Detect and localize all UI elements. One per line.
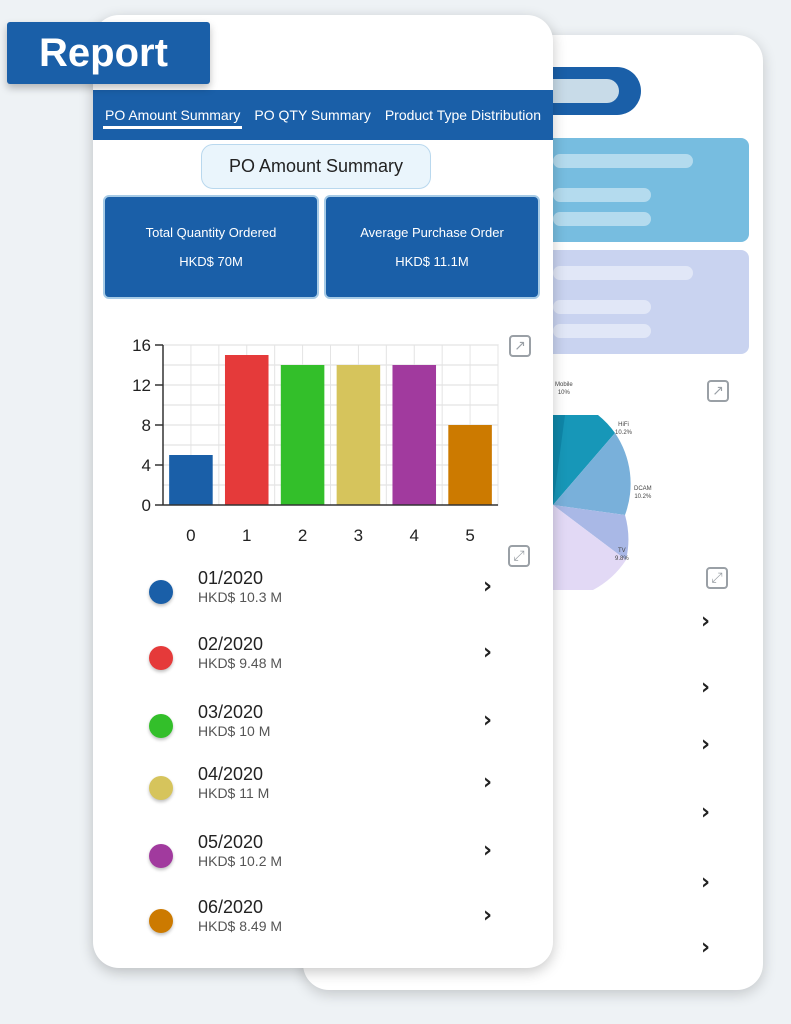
list-item-month: 05/2020 [198, 832, 264, 852]
list-item-month: 01/2020 [198, 568, 264, 588]
back-chevron-right-icon[interactable]: › [701, 732, 711, 757]
list-item-amount: HKD$ 11 M [198, 785, 270, 801]
list-item-amount: HKD$ 10 M [198, 723, 271, 739]
bar-2 [281, 365, 325, 505]
x-tick-label: 2 [297, 526, 308, 545]
x-tick-label: 1 [242, 526, 252, 545]
list-item-amount: HKD$ 10.3 M [198, 589, 283, 605]
chevron-right-icon[interactable]: › [483, 640, 493, 665]
series-color-dot [149, 646, 173, 670]
back-chevron-right-icon[interactable]: › [701, 870, 711, 895]
list-item-amount: HKD$ 8.49 M [198, 918, 283, 934]
po-amount-bar-chart [113, 335, 513, 555]
list-item[interactable] [133, 832, 513, 894]
bar-3 [337, 365, 381, 505]
tab-po-qty-summary[interactable]: PO QTY Summary [254, 107, 371, 123]
section-title: PO Amount Summary [201, 144, 431, 189]
x-tick-label: 0 [186, 526, 196, 545]
list-item[interactable] [133, 702, 513, 764]
chevron-right-icon[interactable]: › [483, 708, 493, 733]
bar-5 [448, 425, 492, 505]
list-item[interactable] [133, 764, 513, 826]
back-chevron-right-icon[interactable]: › [701, 675, 711, 700]
report-badge: Report [7, 22, 210, 84]
x-tick-label: 4 [409, 526, 419, 545]
pie-label-tv: TV 9.8% [615, 548, 629, 562]
list-item[interactable] [133, 634, 513, 696]
y-tick-label: 0 [141, 496, 151, 515]
expand-icon[interactable]: ⤢ [508, 545, 530, 567]
pie-label-hifi: HiFi 10.2% [615, 422, 633, 436]
chevron-right-icon[interactable]: › [483, 838, 493, 863]
stat-value: HKD$ 70M [179, 254, 243, 269]
series-color-dot [149, 580, 173, 604]
back-chevron-right-icon[interactable]: › [701, 935, 711, 960]
bar-4 [392, 365, 436, 505]
back-expand-icon[interactable]: ⤢ [706, 567, 728, 589]
back-summary-block-2 [543, 250, 749, 354]
y-tick-label: 12 [132, 376, 151, 395]
back-header-pill-inner [553, 79, 619, 103]
external-link-icon[interactable]: ↗ [509, 335, 531, 357]
stat-total-quantity [103, 195, 319, 299]
list-item-month: 06/2020 [198, 897, 264, 917]
series-color-dot [149, 776, 173, 800]
bar-1 [225, 355, 269, 505]
x-tick-label: 5 [465, 526, 475, 545]
tab-product-type-distribution[interactable]: Product Type Distribution [384, 107, 541, 123]
chevron-right-icon[interactable]: › [483, 903, 493, 928]
series-color-dot [149, 844, 173, 868]
list-item[interactable] [133, 897, 513, 959]
x-tick-label: 3 [353, 526, 364, 545]
report-tabs [93, 90, 553, 140]
list-item-amount: HKD$ 10.2 M [198, 853, 283, 869]
chevron-right-icon[interactable]: › [483, 574, 493, 599]
list-item-month: 04/2020 [198, 764, 264, 784]
list-item-month: 03/2020 [198, 702, 264, 722]
back-chevron-right-icon[interactable]: › [701, 800, 711, 825]
stat-label: Average Purchase Order [360, 225, 504, 240]
stat-value: HKD$ 11.1M [395, 254, 469, 269]
series-color-dot [149, 909, 173, 933]
tab-po-amount-summary[interactable]: PO Amount Summary [105, 107, 241, 123]
back-external-link-icon[interactable]: ↗ [707, 380, 729, 402]
bar-0 [169, 455, 213, 505]
report-card [93, 15, 553, 968]
series-color-dot [149, 714, 173, 738]
chevron-right-icon[interactable]: › [483, 770, 493, 795]
pie-label-dcam: DCAM 10.2% [634, 486, 652, 500]
back-chevron-right-icon[interactable]: › [701, 609, 711, 634]
pie-label-mobile: Mobile 10% [555, 382, 573, 396]
list-item-amount: HKD$ 9.48 M [198, 655, 283, 671]
stat-label: Total Quantity Ordered [145, 225, 277, 240]
stat-average-purchase-order [324, 195, 540, 299]
y-tick-label: 4 [141, 456, 151, 475]
list-item-month: 02/2020 [198, 634, 264, 654]
back-summary-block-1 [543, 138, 749, 242]
y-tick-label: 16 [132, 336, 151, 355]
y-tick-label: 8 [141, 416, 151, 435]
list-item[interactable] [133, 568, 513, 630]
